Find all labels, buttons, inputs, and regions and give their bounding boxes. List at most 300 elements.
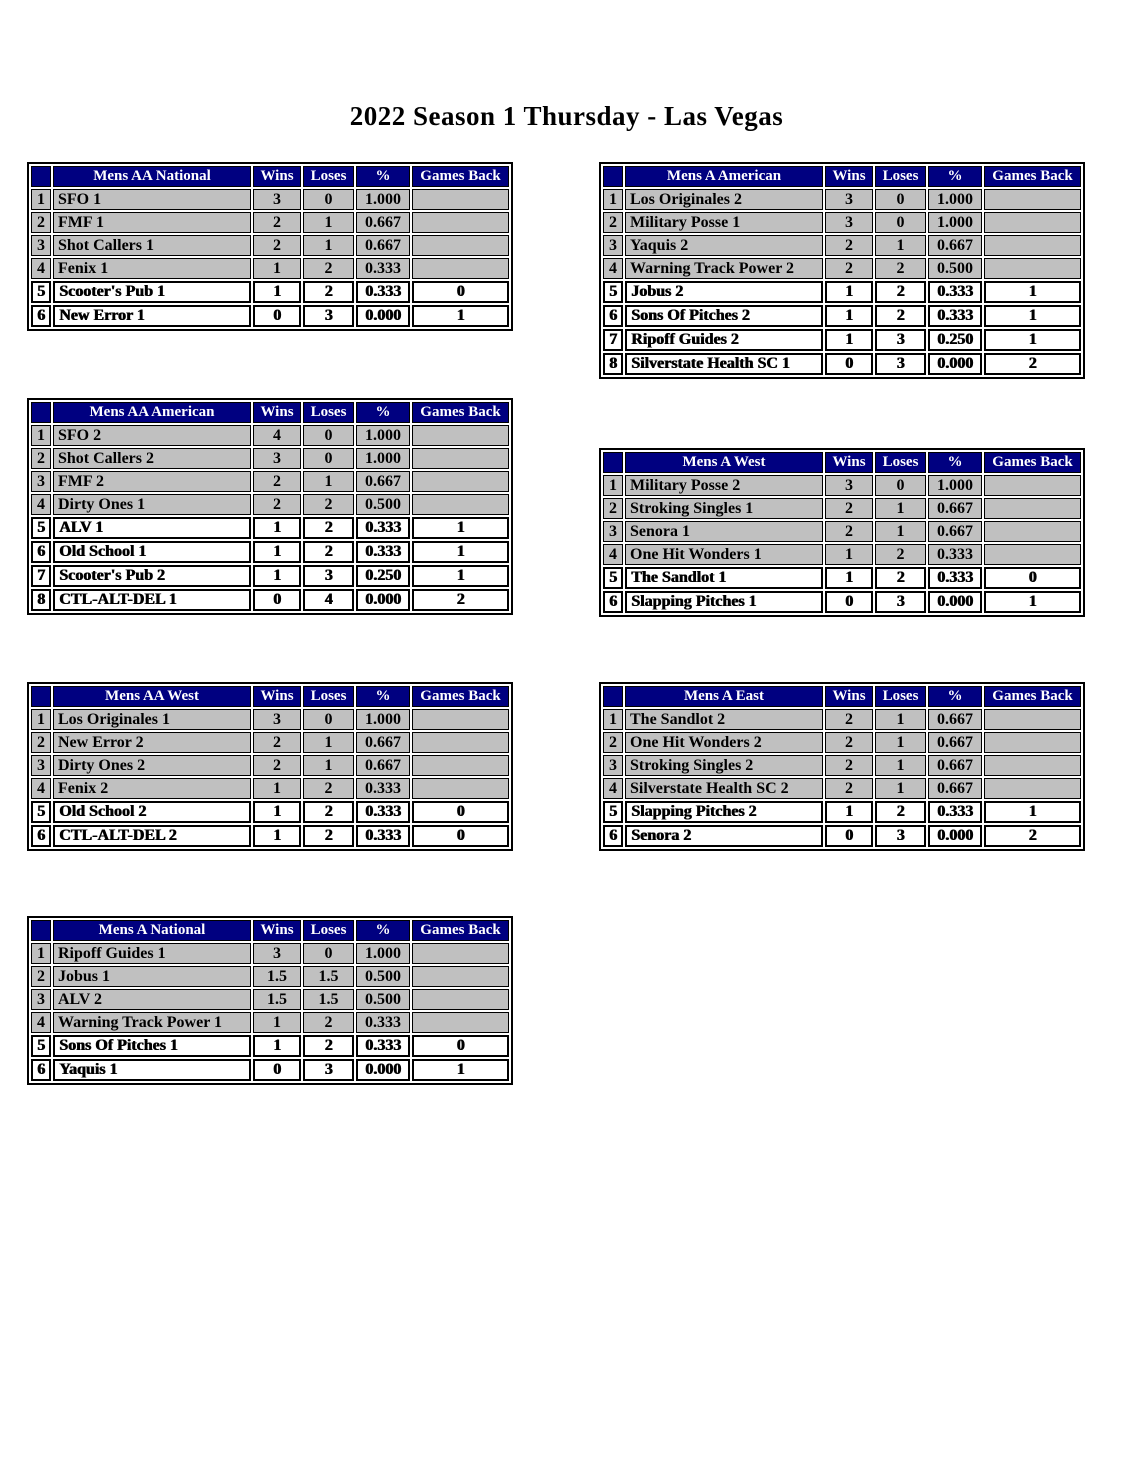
pct-cell: 0.333 — [356, 825, 410, 847]
games-back-cell — [412, 258, 509, 279]
division-header: Mens AA American — [53, 402, 251, 423]
pct-column-header: % — [928, 166, 982, 187]
loses-cell: 2 — [303, 1012, 354, 1033]
team-name-cell: Ripoff Guides 1 — [53, 943, 251, 964]
loses-cell: 2 — [303, 801, 354, 823]
team-name-cell: Fenix 2 — [53, 778, 251, 799]
games-back-cell — [412, 494, 509, 515]
loses-cell: 1 — [303, 755, 354, 776]
wins-cell: 3 — [253, 709, 301, 730]
games-back-column-header: Games Back — [412, 920, 509, 941]
rank-cell: 7 — [603, 329, 623, 351]
rank-cell: 4 — [603, 258, 623, 279]
rank-cell: 5 — [603, 281, 623, 303]
games-back-cell: 1 — [412, 541, 509, 563]
table-row — [31, 212, 509, 233]
loses-cell: 2 — [875, 801, 926, 823]
games-back-cell: 1 — [412, 565, 509, 587]
team-name-cell: Military Posse 2 — [625, 475, 823, 496]
table-row — [31, 1012, 509, 1033]
table-row — [31, 565, 509, 587]
pct-cell: 1.000 — [356, 425, 410, 446]
games-back-cell: 2 — [412, 589, 509, 611]
rank-cell: 7 — [31, 565, 51, 587]
rank-cell: 2 — [31, 966, 51, 987]
wins-cell: 1 — [825, 305, 873, 327]
team-name-cell: Warning Track Power 1 — [53, 1012, 251, 1033]
table-row — [31, 989, 509, 1010]
pct-cell: 0.000 — [356, 1059, 410, 1081]
loses-cell: 1 — [875, 709, 926, 730]
wins-column-header: Wins — [253, 166, 301, 187]
rank-cell: 4 — [31, 1012, 51, 1033]
header-row — [31, 920, 509, 941]
team-name-cell: CTL-ALT-DEL 2 — [53, 825, 251, 847]
table-row — [31, 943, 509, 964]
rank-cell: 6 — [31, 1059, 51, 1081]
loses-cell: 2 — [303, 1035, 354, 1057]
table-row — [603, 212, 1081, 233]
table-row — [603, 329, 1081, 351]
loses-cell: 2 — [303, 494, 354, 515]
rank-cell: 3 — [603, 755, 623, 776]
team-name-cell: FMF 1 — [53, 212, 251, 233]
wins-cell: 2 — [825, 709, 873, 730]
rank-cell: 4 — [31, 494, 51, 515]
rank-cell: 6 — [603, 591, 623, 613]
rank-cell: 2 — [603, 732, 623, 753]
rank-cell: 2 — [603, 498, 623, 519]
games-back-cell: 1 — [412, 1059, 509, 1081]
team-name-cell: Shot Callers 1 — [53, 235, 251, 256]
wins-cell: 2 — [825, 732, 873, 753]
pct-cell: 0.000 — [356, 589, 410, 611]
pct-column-header: % — [928, 452, 982, 473]
pct-cell: 0.667 — [928, 235, 982, 256]
wins-cell: 3 — [825, 212, 873, 233]
division-header: Mens A East — [625, 686, 823, 707]
team-name-cell: Dirty Ones 1 — [53, 494, 251, 515]
table-row — [31, 471, 509, 492]
pct-cell: 0.000 — [928, 825, 982, 847]
header-row — [31, 402, 509, 423]
wins-cell: 1 — [253, 541, 301, 563]
loses-cell: 2 — [875, 281, 926, 303]
wins-cell: 2 — [253, 212, 301, 233]
games-back-cell — [412, 235, 509, 256]
table-row — [603, 281, 1081, 303]
pct-cell: 1.000 — [356, 709, 410, 730]
wins-cell: 2 — [825, 521, 873, 542]
team-name-cell: SFO 2 — [53, 425, 251, 446]
wins-cell: 1 — [253, 517, 301, 539]
wins-cell: 1 — [253, 281, 301, 303]
rank-cell: 3 — [603, 235, 623, 256]
loses-cell: 2 — [875, 305, 926, 327]
loses-cell: 1 — [875, 755, 926, 776]
rank-cell: 3 — [31, 235, 51, 256]
table-row — [31, 281, 509, 303]
rank-cell: 3 — [603, 521, 623, 542]
games-back-cell — [412, 943, 509, 964]
loses-cell: 3 — [875, 591, 926, 613]
loses-cell: 1 — [303, 732, 354, 753]
wins-cell: 1 — [825, 567, 873, 589]
team-name-cell: FMF 2 — [53, 471, 251, 492]
header-row — [31, 166, 509, 187]
wins-column-header: Wins — [253, 402, 301, 423]
wins-cell: 1 — [825, 801, 873, 823]
team-name-cell: Slapping Pitches 1 — [625, 591, 823, 613]
wins-cell: 3 — [825, 475, 873, 496]
games-back-cell — [984, 544, 1081, 565]
pct-cell: 1.000 — [928, 212, 982, 233]
wins-cell: 3 — [825, 189, 873, 210]
table-row — [31, 966, 509, 987]
games-back-cell — [412, 212, 509, 233]
standings-table-mens-a-national — [27, 916, 513, 1085]
games-back-column-header: Games Back — [984, 452, 1081, 473]
loses-cell: 0 — [875, 189, 926, 210]
team-name-cell: New Error 1 — [53, 305, 251, 327]
team-name-cell: Yaquis 2 — [625, 235, 823, 256]
pct-cell: 0.333 — [928, 567, 982, 589]
pct-cell: 0.667 — [928, 521, 982, 542]
loses-cell: 0 — [303, 709, 354, 730]
games-back-cell — [412, 1012, 509, 1033]
wins-cell: 2 — [825, 235, 873, 256]
table-row — [31, 755, 509, 776]
games-back-cell: 1 — [984, 329, 1081, 351]
wins-cell: 1 — [253, 778, 301, 799]
games-back-column-header: Games Back — [412, 402, 509, 423]
loses-cell: 1 — [303, 471, 354, 492]
corner-header — [31, 686, 51, 707]
games-back-cell: 1 — [412, 305, 509, 327]
rank-cell: 6 — [31, 825, 51, 847]
wins-cell: 2 — [825, 498, 873, 519]
team-name-cell: Silverstate Health SC 1 — [625, 353, 823, 375]
table-row — [31, 258, 509, 279]
games-back-cell — [984, 475, 1081, 496]
team-name-cell: Scooter's Pub 1 — [53, 281, 251, 303]
games-back-cell — [984, 235, 1081, 256]
games-back-cell: 0 — [412, 801, 509, 823]
table-row — [603, 825, 1081, 847]
loses-cell: 1.5 — [303, 966, 354, 987]
loses-column-header: Loses — [875, 452, 926, 473]
loses-cell: 1 — [303, 235, 354, 256]
pct-cell: 0.333 — [928, 281, 982, 303]
pct-cell: 0.333 — [928, 544, 982, 565]
loses-cell: 3 — [303, 305, 354, 327]
table-row — [603, 258, 1081, 279]
table-row — [31, 778, 509, 799]
loses-cell: 0 — [303, 189, 354, 210]
table-row — [603, 235, 1081, 256]
pct-column-header: % — [928, 686, 982, 707]
pct-cell: 0.000 — [356, 305, 410, 327]
pct-cell: 0.500 — [356, 494, 410, 515]
team-name-cell: Silverstate Health SC 2 — [625, 778, 823, 799]
team-name-cell: Old School 2 — [53, 801, 251, 823]
rank-cell: 5 — [603, 801, 623, 823]
table-row — [603, 709, 1081, 730]
wins-column-header: Wins — [253, 686, 301, 707]
wins-cell: 4 — [253, 425, 301, 446]
standings-table-mens-a-east — [599, 682, 1085, 851]
wins-cell: 1 — [253, 825, 301, 847]
games-back-column-header: Games Back — [412, 686, 509, 707]
pct-column-header: % — [356, 686, 410, 707]
games-back-cell — [984, 778, 1081, 799]
pct-cell: 0.333 — [356, 1012, 410, 1033]
wins-cell: 0 — [253, 305, 301, 327]
rank-cell: 3 — [31, 989, 51, 1010]
pct-cell: 0.000 — [928, 591, 982, 613]
loses-cell: 0 — [875, 212, 926, 233]
table-row — [603, 305, 1081, 327]
rank-cell: 2 — [603, 212, 623, 233]
pct-cell: 0.333 — [356, 778, 410, 799]
games-back-cell — [984, 498, 1081, 519]
loses-cell: 1 — [875, 778, 926, 799]
team-name-cell: Warning Track Power 2 — [625, 258, 823, 279]
pct-cell: 0.667 — [356, 235, 410, 256]
wins-cell: 1 — [253, 258, 301, 279]
pct-cell: 0.667 — [928, 498, 982, 519]
rank-cell: 8 — [31, 589, 51, 611]
rank-cell: 2 — [31, 448, 51, 469]
division-header: Mens AA West — [53, 686, 251, 707]
rank-cell: 5 — [31, 281, 51, 303]
games-back-cell: 1 — [984, 591, 1081, 613]
loses-cell: 2 — [875, 258, 926, 279]
games-back-cell: 1 — [984, 305, 1081, 327]
games-back-cell — [412, 189, 509, 210]
pct-cell: 0.250 — [356, 565, 410, 587]
loses-column-header: Loses — [303, 402, 354, 423]
pct-cell: 0.667 — [928, 778, 982, 799]
pct-cell: 0.333 — [928, 305, 982, 327]
division-header: Mens A American — [625, 166, 823, 187]
rank-cell: 8 — [603, 353, 623, 375]
table-row — [603, 189, 1081, 210]
corner-header — [31, 402, 51, 423]
games-back-column-header: Games Back — [412, 166, 509, 187]
table-row — [603, 521, 1081, 542]
corner-header — [603, 452, 623, 473]
wins-cell: 1 — [253, 1012, 301, 1033]
team-name-cell: Senora 2 — [625, 825, 823, 847]
loses-cell: 1 — [875, 498, 926, 519]
team-name-cell: Scooter's Pub 2 — [53, 565, 251, 587]
table-row — [31, 517, 509, 539]
team-name-cell: Military Posse 1 — [625, 212, 823, 233]
pct-cell: 0.333 — [356, 281, 410, 303]
division-header: Mens A West — [625, 452, 823, 473]
team-name-cell: One Hit Wonders 1 — [625, 544, 823, 565]
loses-cell: 0 — [875, 475, 926, 496]
wins-cell: 0 — [825, 825, 873, 847]
table-row — [603, 591, 1081, 613]
rank-cell: 4 — [31, 258, 51, 279]
team-name-cell: SFO 1 — [53, 189, 251, 210]
wins-cell: 1 — [825, 281, 873, 303]
wins-cell: 1 — [825, 544, 873, 565]
team-name-cell: Jobus 2 — [625, 281, 823, 303]
games-back-cell — [984, 755, 1081, 776]
table-row — [31, 801, 509, 823]
pct-cell: 1.000 — [356, 943, 410, 964]
rank-cell: 6 — [31, 305, 51, 327]
pct-cell: 0.667 — [356, 755, 410, 776]
team-name-cell: Jobus 1 — [53, 966, 251, 987]
wins-column-header: Wins — [253, 920, 301, 941]
table-row — [603, 353, 1081, 375]
loses-cell: 1 — [875, 235, 926, 256]
rank-cell: 4 — [603, 778, 623, 799]
team-name-cell: Stroking Singles 2 — [625, 755, 823, 776]
team-name-cell: ALV 1 — [53, 517, 251, 539]
pct-column-header: % — [356, 920, 410, 941]
team-name-cell: Old School 1 — [53, 541, 251, 563]
games-back-cell — [984, 189, 1081, 210]
rank-cell: 4 — [603, 544, 623, 565]
games-back-cell — [412, 448, 509, 469]
loses-column-header: Loses — [303, 166, 354, 187]
pct-cell: 0.250 — [928, 329, 982, 351]
games-back-cell — [412, 709, 509, 730]
rank-cell: 5 — [603, 567, 623, 589]
corner-header — [31, 166, 51, 187]
table-row — [603, 732, 1081, 753]
rank-cell: 2 — [31, 212, 51, 233]
standings-table-mens-aa-american — [27, 398, 513, 615]
team-name-cell: Slapping Pitches 2 — [625, 801, 823, 823]
table-row — [31, 305, 509, 327]
wins-cell: 1 — [253, 1035, 301, 1057]
header-row — [603, 686, 1081, 707]
pct-cell: 0.500 — [356, 966, 410, 987]
table-row — [31, 448, 509, 469]
division-header: Mens A National — [53, 920, 251, 941]
rank-cell: 3 — [31, 755, 51, 776]
loses-cell: 3 — [303, 1059, 354, 1081]
table-row — [603, 567, 1081, 589]
wins-cell: 2 — [253, 235, 301, 256]
rank-cell: 1 — [31, 189, 51, 210]
pct-cell: 1.000 — [928, 475, 982, 496]
wins-cell: 1 — [253, 801, 301, 823]
games-back-cell — [984, 521, 1081, 542]
wins-cell: 2 — [825, 258, 873, 279]
standings-table-mens-a-american — [599, 162, 1085, 379]
games-back-cell — [984, 732, 1081, 753]
table-row — [603, 755, 1081, 776]
games-back-cell — [412, 778, 509, 799]
wins-cell: 3 — [253, 943, 301, 964]
pct-cell: 1.000 — [928, 189, 982, 210]
wins-cell: 0 — [825, 353, 873, 375]
loses-column-header: Loses — [303, 686, 354, 707]
loses-cell: 4 — [303, 589, 354, 611]
team-name-cell: Yaquis 1 — [53, 1059, 251, 1081]
team-name-cell: Shot Callers 2 — [53, 448, 251, 469]
table-row — [31, 1035, 509, 1057]
standings-table-mens-aa-national — [27, 162, 513, 331]
wins-cell: 2 — [253, 471, 301, 492]
games-back-cell — [412, 471, 509, 492]
wins-cell: 2 — [253, 732, 301, 753]
loses-cell: 3 — [875, 329, 926, 351]
wins-cell: 0 — [825, 591, 873, 613]
pct-cell: 0.333 — [356, 1035, 410, 1057]
wins-cell: 2 — [825, 778, 873, 799]
division-header: Mens AA National — [53, 166, 251, 187]
loses-cell: 2 — [303, 281, 354, 303]
games-back-cell: 0 — [412, 1035, 509, 1057]
rank-cell: 5 — [31, 1035, 51, 1057]
games-back-cell: 2 — [984, 825, 1081, 847]
wins-column-header: Wins — [825, 686, 873, 707]
header-row — [603, 452, 1081, 473]
header-row — [31, 686, 509, 707]
rank-cell: 1 — [31, 943, 51, 964]
loses-cell: 3 — [875, 353, 926, 375]
games-back-cell — [412, 732, 509, 753]
loses-cell: 3 — [303, 565, 354, 587]
pct-cell: 0.667 — [928, 755, 982, 776]
wins-cell: 1.5 — [253, 989, 301, 1010]
table-row — [603, 498, 1081, 519]
pct-cell: 0.333 — [928, 801, 982, 823]
games-back-cell — [412, 755, 509, 776]
rank-cell: 1 — [31, 425, 51, 446]
team-name-cell: One Hit Wonders 2 — [625, 732, 823, 753]
games-back-cell: 1 — [984, 801, 1081, 823]
loses-cell: 1 — [875, 732, 926, 753]
table-row — [31, 189, 509, 210]
table-row — [31, 425, 509, 446]
pct-cell: 0.500 — [928, 258, 982, 279]
corner-header — [31, 920, 51, 941]
table-row — [31, 825, 509, 847]
table-row — [31, 235, 509, 256]
team-name-cell: Fenix 1 — [53, 258, 251, 279]
rank-cell: 6 — [603, 825, 623, 847]
loses-cell: 1 — [875, 521, 926, 542]
page-title: 2022 Season 1 Thursday - Las Vegas — [349, 101, 784, 131]
loses-cell: 2 — [875, 567, 926, 589]
rank-cell: 1 — [603, 709, 623, 730]
table-row — [31, 589, 509, 611]
pct-cell: 1.000 — [356, 448, 410, 469]
games-back-cell: 0 — [984, 567, 1081, 589]
pct-cell: 0.667 — [928, 732, 982, 753]
loses-cell: 2 — [875, 544, 926, 565]
rank-cell: 5 — [31, 801, 51, 823]
table-row — [603, 475, 1081, 496]
loses-cell: 2 — [303, 778, 354, 799]
wins-cell: 2 — [825, 755, 873, 776]
table-row — [603, 544, 1081, 565]
table-row — [31, 732, 509, 753]
loses-cell: 0 — [303, 943, 354, 964]
games-back-column-header: Games Back — [984, 166, 1081, 187]
rank-cell: 6 — [603, 305, 623, 327]
games-back-column-header: Games Back — [984, 686, 1081, 707]
